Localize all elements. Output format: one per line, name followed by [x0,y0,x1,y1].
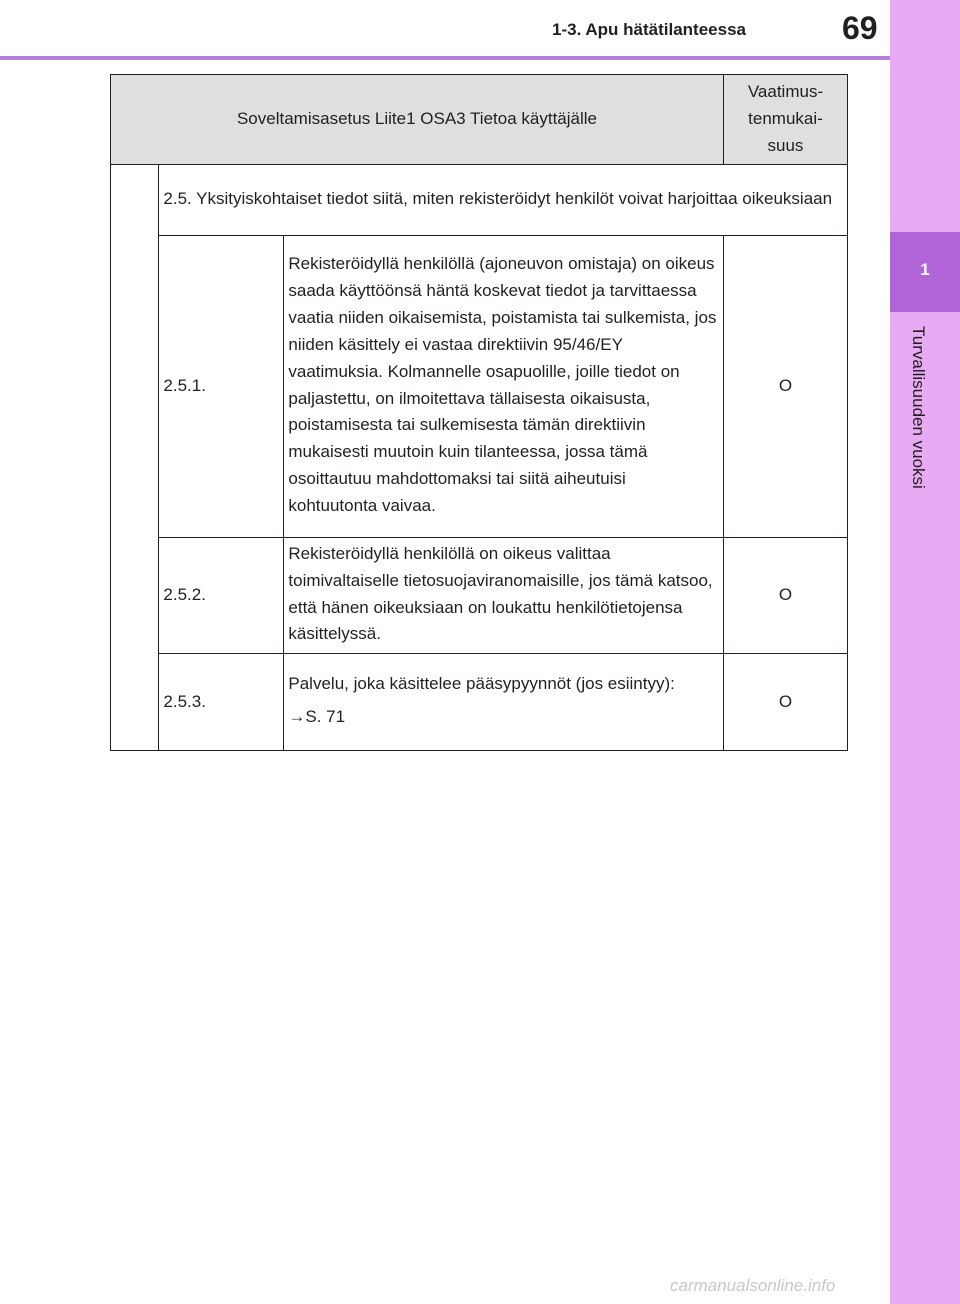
section-title-cell: 2.5. Yksityiskohtaiset tiedot siitä, miten rekisteröidyt henkilöt voivat harjoittaa oikeuksiaan [159,165,848,236]
row-text: Palvelu, joka käsittelee pääsypyynnöt (jos esiintyy): [288,674,675,694]
table-row [111,654,848,751]
row-text: Rekisteröidyllä henkilöllä (ajoneuvon omistaja) on oikeus saada käyttöönsä häntä koskevat tiedot ja tarvittaessa vaatia niiden oikaisemista, poistamista tai sulkemista, jos niiden käsittely ei vastaa direktiivin 95/46/EY vaatimuksia. Kolmannelle osapuolille, joille tiedot on paljastettu, on ilmoitettava tällaisesta oikaisusta, poistamisesta tai sulkemisesta tämän direktiivin mukaisesti muutoin kuin tilanteessa, jossa tämä osoittautuu mahdottomaksi tai siitä aiheutuisi kohtuutonta vaivaa. [284,236,724,538]
header-regulation-cell: Soveltamisasetus Liite1 OSA3 Tietoa käyttäjälle [111,75,724,165]
row-compliance-mark: O [723,538,847,654]
header-divider [0,56,890,60]
section-row [111,165,848,236]
chapter-number-box[interactable] [890,232,960,312]
page-reference-link[interactable]: →S. 71 [288,707,346,726]
watermark: carmanualsonline.info [670,1276,836,1295]
section-title: 1-3. Apu hätätilanteessa [552,20,746,39]
chapter-label: Turvallisuuden vuoksi [909,326,928,489]
compliance-table [110,74,848,751]
row-number: 2.5.2. [159,538,284,654]
blank-indent-cell [111,165,159,751]
table-row [111,236,848,538]
chapter-number: 1 [920,260,930,279]
row-text-cell [284,654,724,751]
page-number: 69 [842,10,878,46]
row-compliance-mark: O [723,654,847,751]
chapter-side-tab [890,0,960,1304]
row-compliance-mark: O [723,236,847,538]
row-number: 2.5.3. [159,654,284,751]
row-text: Rekisteröidyllä henkilöllä on oikeus valittaa toimivaltaiselle tietosuojaviranomaisille, jos tämä katsoo, että hänen oikeuksiaan on loukattu henkilötietojensa käsittelyssä. [284,538,724,654]
table-header-row [111,75,848,165]
table-row [111,538,848,654]
header-compliance-cell: Vaatimus- tenmukai- suus [723,75,847,165]
row-number: 2.5.1. [159,236,284,538]
